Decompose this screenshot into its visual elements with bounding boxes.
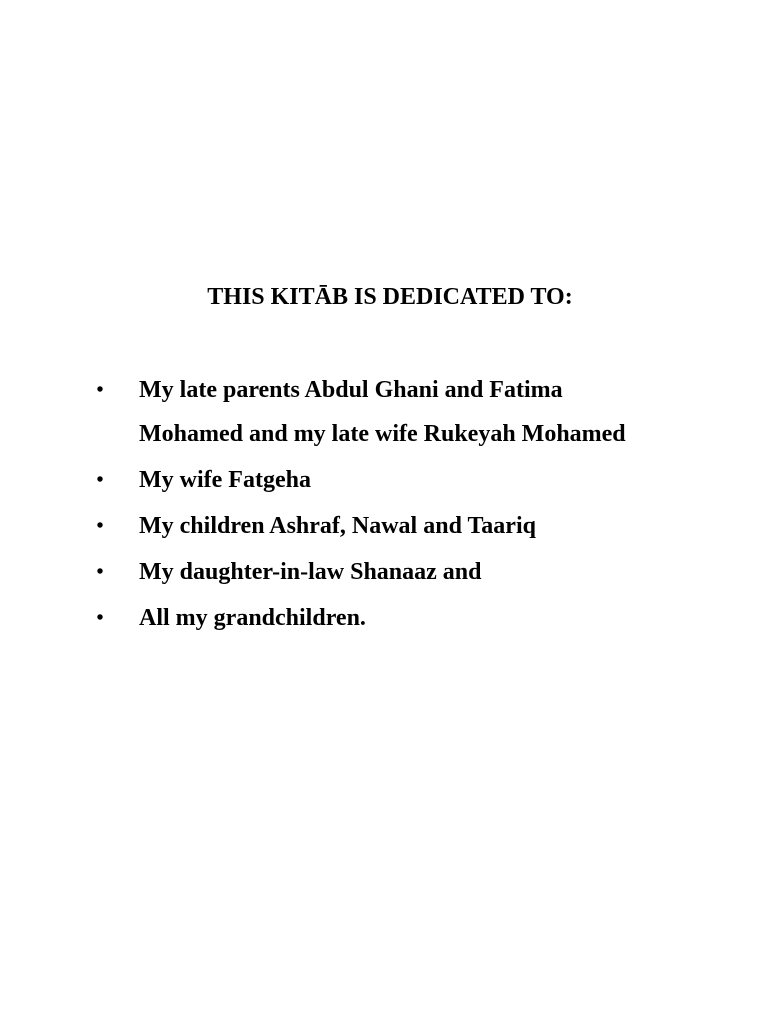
list-item-text: My wife Fatgeha (139, 467, 311, 493)
list-item (0, 458, 768, 502)
bullet-icon: • (96, 561, 104, 583)
bullet-icon: • (96, 515, 104, 537)
list-item-text: My children Ashraf, Nawal and Taariq (139, 513, 536, 539)
dedication-heading: THIS KITĀB IS DEDICATED TO: (207, 284, 573, 310)
list-item (0, 550, 768, 594)
list-item (0, 368, 768, 456)
list-item (0, 504, 768, 548)
list-item (0, 596, 768, 640)
bullet-icon: • (96, 469, 104, 491)
list-item-text: My daughter-in-law Shanaaz and (139, 559, 482, 585)
bullet-icon: • (96, 379, 104, 401)
list-item-text: All my grandchildren. (139, 605, 366, 631)
bullet-icon: • (96, 607, 104, 629)
dedication-list (0, 368, 768, 642)
list-item-text: My late parents Abdul Ghani and Fatima Mohamed and my late wife Rukeyah Mohamed (139, 377, 626, 447)
